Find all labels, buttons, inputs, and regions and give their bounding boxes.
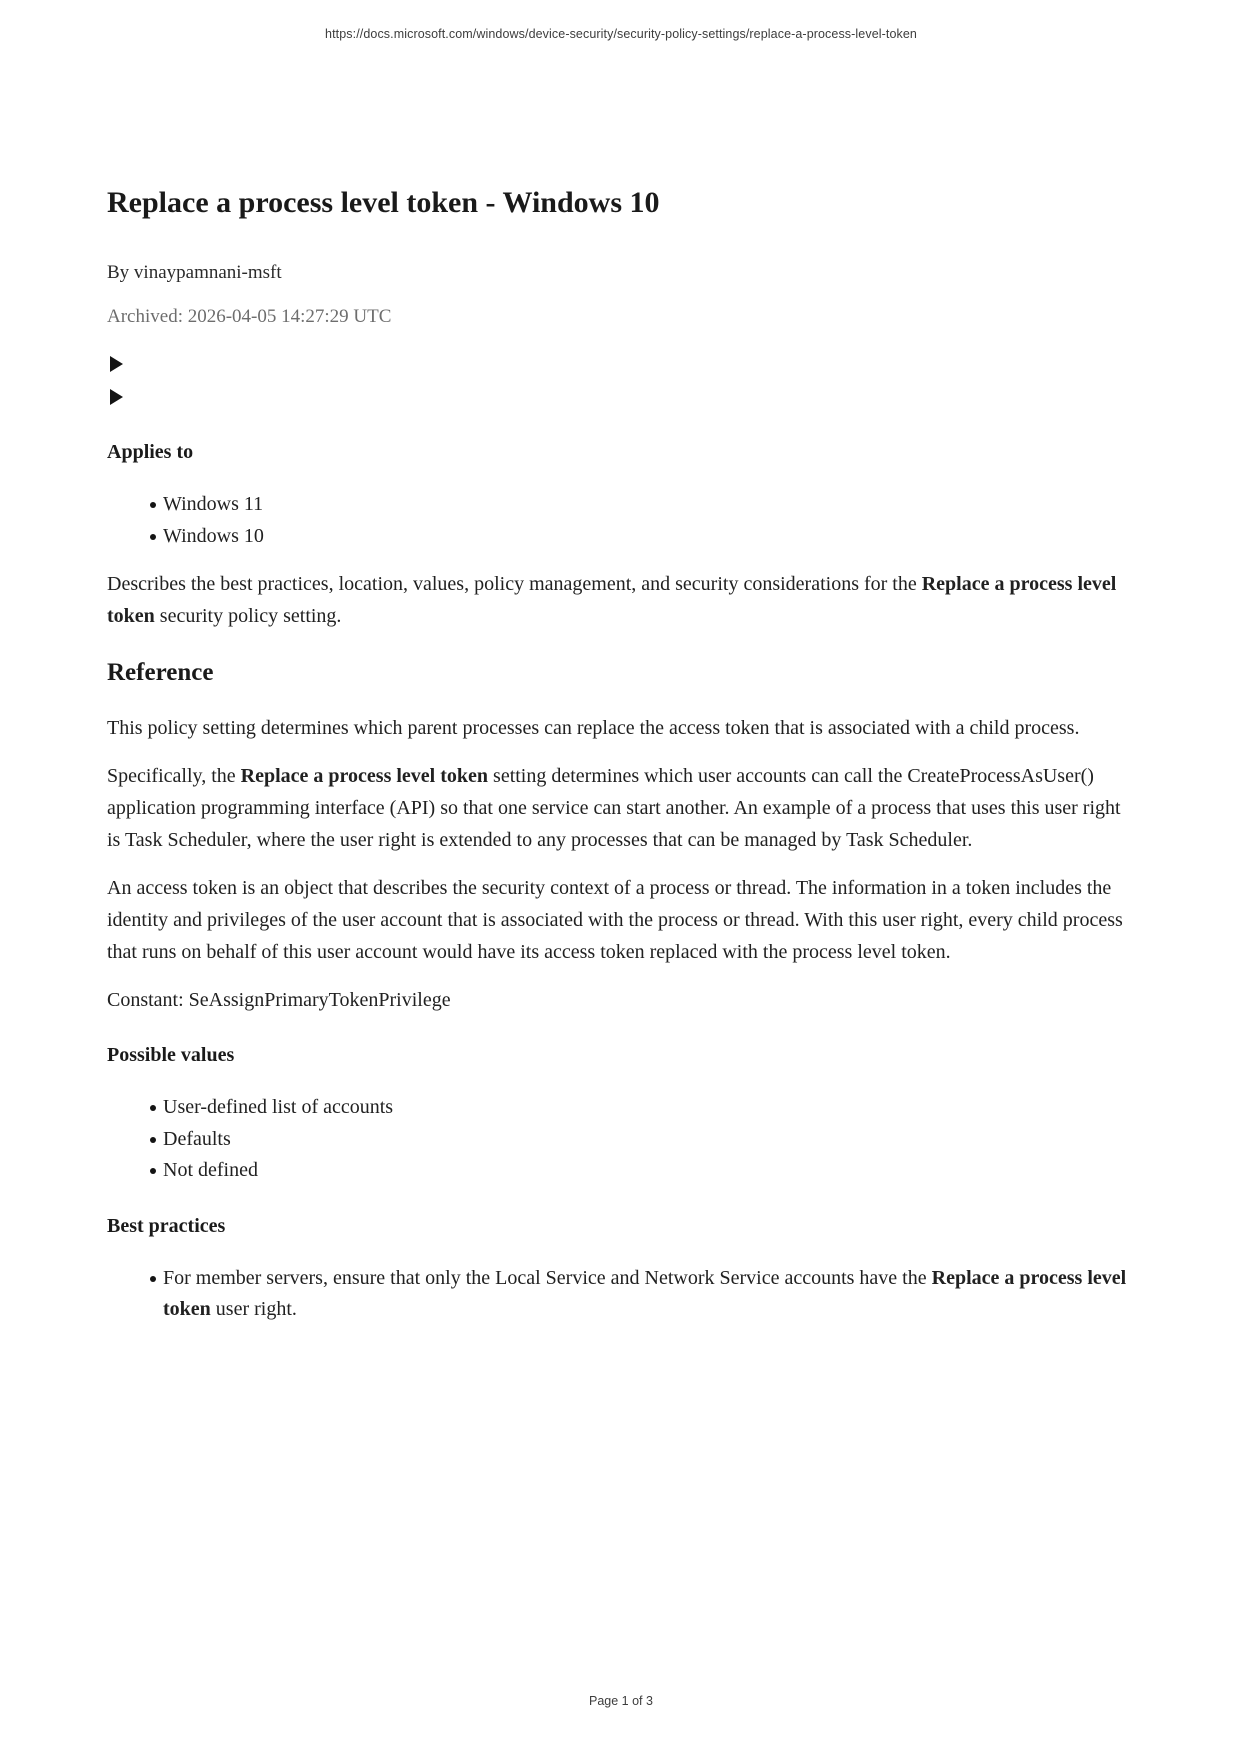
reference-paragraph-1: This policy setting determines which parent processes can replace the access token that is associated with a child process. <box>107 717 1080 739</box>
collapsed-triangle-icon <box>110 356 123 372</box>
page-number-indicator: Page 1 of 3 <box>589 1694 653 1708</box>
list-item: Defaults <box>107 1124 1135 1156</box>
reference-paragraph-3: An access token is an object that describes the security context of a process or thread. The information in a token includes the identity and privileges of the user account that is associated with the process or thread. With this user right, every child process that runs on behalf of this user account would have its access token replaced with the process level token. <box>107 877 1123 963</box>
heading-applies-to: Applies to <box>107 441 194 463</box>
list-item: Windows 11 <box>107 489 1135 521</box>
heading-reference: Reference <box>107 659 214 686</box>
collapsed-section-toggle[interactable] <box>107 380 1135 413</box>
print-header-url: https://docs.microsoft.com/windows/device-security/security-policy-settings/replace-a-process-level-token <box>325 27 917 41</box>
constant-line: Constant: SeAssignPrimaryTokenPrivilege <box>107 989 451 1011</box>
possible-values-list <box>107 1092 1135 1187</box>
list-item: For member servers, ensure that only the Local Service and Network Service accounts have the Replace a process level token user right. <box>107 1263 1135 1326</box>
applies-to-list <box>107 489 1135 552</box>
list-item: User-defined list of accounts <box>107 1092 1135 1124</box>
intro-paragraph: Describes the best practices, location, values, policy management, and security considerations for the Replace a process level token security policy setting. <box>107 573 1117 627</box>
heading-best-practices: Best practices <box>107 1214 226 1237</box>
list-item: Not defined <box>107 1155 1135 1187</box>
collapsed-section-toggle[interactable] <box>107 347 1135 380</box>
reference-paragraph-2: Specifically, the Replace a process level token setting determines which user accounts can call the CreateProcessAsUser() application programming interface (API) so that one service can start another. An example of a process that uses this user right is Task Scheduler, where the user right is extended to any processes that can be managed by Task Scheduler. <box>107 765 1121 851</box>
best-practices-list <box>107 1263 1135 1326</box>
archived-timestamp: Archived: 2026-04-05 14:27:29 UTC <box>107 306 392 327</box>
collapsed-triangle-icon <box>110 389 123 405</box>
list-item: Windows 10 <box>107 521 1135 553</box>
author-byline: By vinaypamnani-msft <box>107 262 282 283</box>
heading-possible-values: Possible values <box>107 1044 235 1066</box>
page-title: Replace a process level token - Windows 10 <box>107 186 660 219</box>
